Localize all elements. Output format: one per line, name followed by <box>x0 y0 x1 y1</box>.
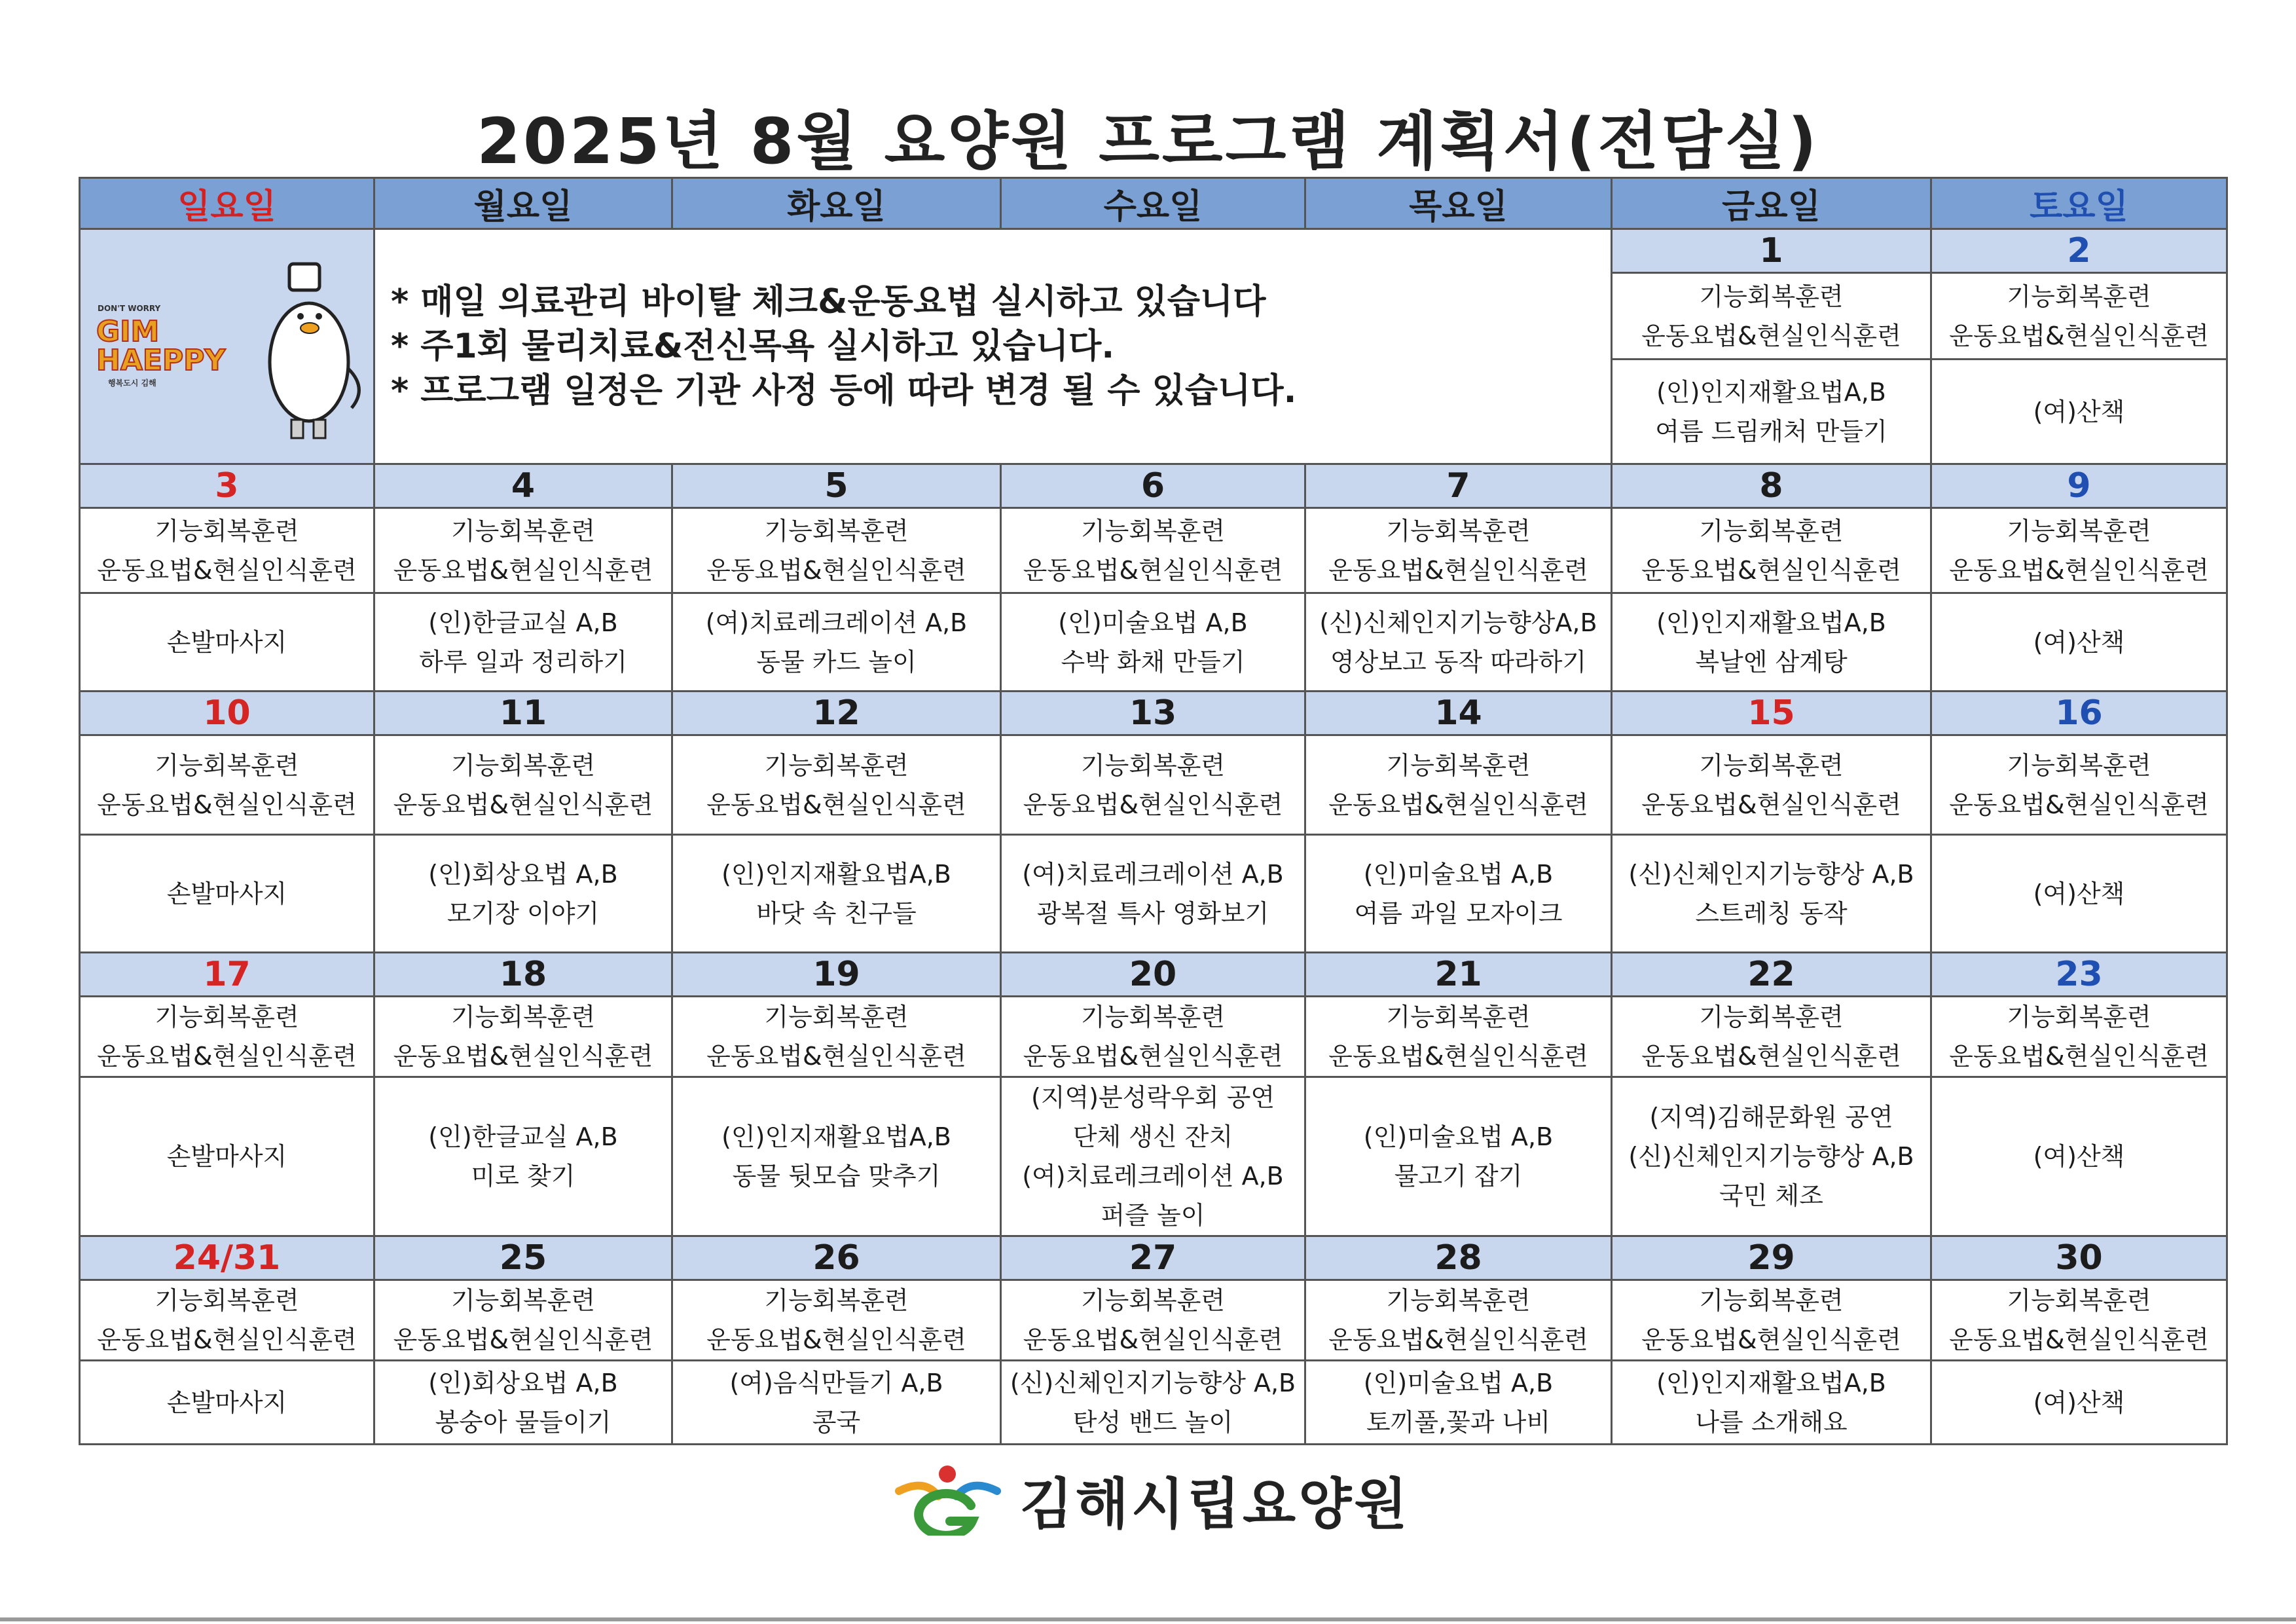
daily-line-1: 기능회복훈련 <box>1699 516 1844 545</box>
daily-line-2: 운동요법&현실인식훈련 <box>97 790 357 819</box>
daily-program-cell <box>672 735 1001 835</box>
date-wed-6: 6 <box>1001 464 1305 508</box>
activity-cell-sun <box>80 1361 374 1445</box>
daily-line-2: 운동요법&현실인식훈련 <box>1328 790 1588 819</box>
weekday-wed: 수요일 <box>1001 178 1305 229</box>
footer <box>0 1460 2296 1539</box>
date-fri-15: 15 <box>1612 692 1931 735</box>
daily-program-cell <box>1931 273 2227 360</box>
activity-line: 영상보고 동작 따라하기 <box>1330 647 1587 676</box>
activity-cell-mon <box>374 1077 672 1236</box>
date-thu-21: 21 <box>1305 953 1612 997</box>
activity-line: 탄성 밴드 놀이 <box>1072 1407 1233 1437</box>
mascot-cell <box>80 229 374 464</box>
daily-line-1: 기능회복훈련 <box>1080 516 1226 545</box>
gim-haeppy-mascot-icon <box>90 238 365 447</box>
note-3: * 프로그램 일정은 기관 사정 등에 따라 변경 될 수 있습니다. <box>391 371 1297 411</box>
activity-cell-fri <box>1612 1077 1931 1236</box>
daily-line-2: 운동요법&현실인식훈련 <box>1023 1325 1283 1354</box>
activity-line: (여)산책 <box>2033 397 2125 426</box>
date-thu-7: 7 <box>1305 464 1612 508</box>
activity-cell-sun <box>80 593 374 692</box>
activity-line: (인)인지재활요법A,B <box>1656 1368 1886 1397</box>
daily-line-1: 기능회복훈련 <box>1699 750 1844 780</box>
daily-line-1: 기능회복훈련 <box>155 1286 299 1315</box>
weekday-sun: 일요일 <box>80 178 374 229</box>
activity-line: (인)인지재활요법A,B <box>721 859 951 889</box>
activity-line: 봉숭아 물들이기 <box>435 1407 611 1437</box>
daily-line-2: 운동요법&현실인식훈련 <box>1641 790 1901 819</box>
daily-line-2: 운동요법&현실인식훈련 <box>1641 555 1901 585</box>
date-sat-23: 23 <box>1931 953 2227 997</box>
week3-activity-row <box>80 1077 2227 1236</box>
daily-line-2: 운동요법&현실인식훈련 <box>1023 790 1283 819</box>
activity-line: (지역)김해문화원 공연 <box>1649 1103 1893 1132</box>
activity-line: (신)신체인지기능향상 A,B <box>1628 1142 1914 1171</box>
week1-date-row <box>80 464 2227 508</box>
daily-program-cell <box>1001 1280 1305 1361</box>
date-tue-12: 12 <box>672 692 1001 735</box>
daily-line-2: 운동요법&현실인식훈련 <box>1023 1042 1283 1071</box>
date-fri-8: 8 <box>1612 464 1931 508</box>
date-tue-26: 26 <box>672 1236 1001 1280</box>
weekday-sat: 토요일 <box>1931 178 2227 229</box>
activity-cell-fri <box>1612 1361 1931 1445</box>
daily-line-2: 운동요법&현실인식훈련 <box>1641 1325 1901 1354</box>
activity-cell <box>1612 360 1931 464</box>
week0-date-row <box>80 229 2227 273</box>
daily-program-cell <box>1305 997 1612 1077</box>
daily-program-cell <box>80 1280 374 1361</box>
activity-cell-fri <box>1612 593 1931 692</box>
mascot-line4: 행복도시 김해 <box>107 378 156 388</box>
activity-line: (여)산책 <box>2033 1142 2125 1171</box>
activity-cell-sat <box>1931 593 2227 692</box>
activity-line: 수박 화채 만들기 <box>1061 647 1245 676</box>
daily-line-1: 기능회복훈련 <box>1080 1003 1226 1031</box>
activity-line: 하루 일과 정리하기 <box>419 647 627 676</box>
daily-line-2: 운동요법&현실인식훈련 <box>706 555 966 585</box>
date-sun-24-31: 24/31 <box>80 1236 374 1280</box>
activity-cell-sun <box>80 1077 374 1236</box>
daily-line-1: 기능회복훈련 <box>155 1003 299 1031</box>
date-sun-17: 17 <box>80 953 374 997</box>
date-fri-1: 1 <box>1612 229 1931 273</box>
activity-cell-sat <box>1931 835 2227 953</box>
activity-cell-thu <box>1305 1361 1612 1445</box>
activity-line: 광복절 특사 영화보기 <box>1036 898 1269 928</box>
date-wed-20: 20 <box>1001 953 1305 997</box>
activity-line: (인)인지재활요법A,B <box>1656 608 1886 637</box>
activity-line: (인)미술요법 A,B <box>1363 1368 1554 1397</box>
daily-line-1: 기능회복훈련 <box>450 750 596 780</box>
activity-cell-tue <box>672 1361 1001 1445</box>
activity-cell-wed <box>1001 835 1305 953</box>
activity-line: 바닷 속 친구들 <box>756 898 917 928</box>
daily-line-2: 운동요법&현실인식훈련 <box>393 555 653 585</box>
week3-date-row <box>80 953 2227 997</box>
activity-line: 모기장 이야기 <box>446 898 600 928</box>
mascot-line3: HAEPPY <box>96 343 225 377</box>
activity-line: 스트레칭 동작 <box>1695 898 1848 928</box>
activity-cell-mon <box>374 593 672 692</box>
daily-program-cell <box>1612 273 1931 360</box>
date-tue-19: 19 <box>672 953 1001 997</box>
notes-cell <box>374 229 1612 464</box>
daily-line-2: 운동요법&현실인식훈련 <box>97 1325 357 1354</box>
date-thu-28: 28 <box>1305 1236 1612 1280</box>
activity-line: 콩국 <box>812 1407 861 1437</box>
daily-line-1: 기능회복훈련 <box>764 750 909 780</box>
daily-program-cell <box>1305 508 1612 593</box>
date-sun-3: 3 <box>80 464 374 508</box>
activity-line: 손발마사지 <box>166 1142 287 1171</box>
page-title: 2025년 8월 요양원 프로그램 계획서(전담실) <box>477 105 1819 178</box>
activity-line: (여)산책 <box>2033 627 2125 657</box>
activity-line: (인)회상요법 A,B <box>428 1368 618 1397</box>
week4-activity-row <box>80 1361 2227 1445</box>
daily-program-cell <box>672 1280 1001 1361</box>
daily-line-1: 기능회복훈련 <box>764 516 909 545</box>
date-fri-29: 29 <box>1612 1236 1931 1280</box>
daily-program-cell <box>672 997 1001 1077</box>
daily-line-2: 운동요법&현실인식훈련 <box>706 1042 966 1071</box>
activity-cell-tue <box>672 835 1001 953</box>
activity-cell-wed <box>1001 1361 1305 1445</box>
week2-activity-row <box>80 835 2227 953</box>
daily-line-1: 기능회복훈련 <box>1386 1003 1531 1031</box>
activity-line: (신)신체인지기능향상 A,B <box>1010 1368 1296 1397</box>
activity-line: (여)치료레크레이션 A,B <box>1022 859 1284 889</box>
activity-line: 동물 뒷모습 맞추기 <box>732 1162 941 1190</box>
daily-line-1: 기능회복훈련 <box>450 516 596 545</box>
activity-line: (신)신체인지기능향상 A,B <box>1628 859 1914 889</box>
daily-line-1: 기능회복훈련 <box>1080 1286 1226 1315</box>
activity-line: 퍼즐 놀이 <box>1101 1201 1205 1230</box>
activity-line: 단체 생신 잔치 <box>1072 1122 1233 1151</box>
activity-line: 손발마사지 <box>166 1388 287 1417</box>
date-mon-11: 11 <box>374 692 672 735</box>
date-sat-30: 30 <box>1931 1236 2227 1280</box>
daily-program-cell <box>1001 735 1305 835</box>
week1-activity-row <box>80 593 2227 692</box>
daily-program-cell <box>1612 997 1931 1077</box>
daily-program-cell <box>374 508 672 593</box>
daily-program-cell <box>1931 1280 2227 1361</box>
activity-line: (여)치료레크레이션 A,B <box>705 608 968 637</box>
activity-cell-thu <box>1305 593 1612 692</box>
daily-line-2: 운동요법&현실인식훈련 <box>1949 1042 2209 1071</box>
activity-line: 나를 소개해요 <box>1695 1407 1848 1437</box>
activity-line: 손발마사지 <box>166 627 287 657</box>
week4-date-row <box>80 1236 2227 1280</box>
activity-line: (신)신체인지기능향상A,B <box>1319 608 1597 637</box>
activity-line: (여)치료레크레이션 A,B <box>1022 1162 1284 1190</box>
daily-program-cell <box>672 508 1001 593</box>
activity-line: 동물 카드 놀이 <box>756 647 917 676</box>
daily-line-2: 운동요법&현실인식훈련 <box>1949 555 2209 585</box>
activity-cell-fri <box>1612 835 1931 953</box>
calendar-table <box>79 177 2228 1445</box>
daily-program-cell <box>1612 508 1931 593</box>
daily-line-2: 운동요법&현실인식훈련 <box>393 1042 653 1071</box>
daily-line-1: 기능회복훈련 <box>1699 1003 1844 1031</box>
activity-cell-sun <box>80 835 374 953</box>
daily-line-2: 운동요법&현실인식훈련 <box>393 790 653 819</box>
footer-org-name: 김해시립요양원 <box>1019 1471 1410 1536</box>
daily-program-cell <box>80 735 374 835</box>
daily-program-cell <box>80 508 374 593</box>
date-mon-18: 18 <box>374 953 672 997</box>
daily-line-2: 운동요법&현실인식훈련 <box>1328 1042 1588 1071</box>
daily-line-1: 기능회복훈련 <box>1386 516 1531 545</box>
weekday-fri: 금요일 <box>1612 178 1931 229</box>
daily-program-cell <box>1305 1280 1612 1361</box>
note-1: * 매일 의료관리 바이탈 체크&운동요법 실시하고 있습니다 <box>391 282 1266 322</box>
daily-program-cell <box>1305 735 1612 835</box>
activity-line: (인)미술요법 A,B <box>1363 859 1554 889</box>
daily-line-2: 운동요법&현실인식훈련 <box>97 555 357 585</box>
note-2: * 주1회 물리치료&전신목욕 실시하고 있습니다. <box>391 327 1115 366</box>
daily-line-1: 기능회복훈련 <box>1699 282 1844 311</box>
daily-line-1: 기능회복훈련 <box>2007 282 2151 311</box>
activity-line: (인)인지재활요법A,B <box>721 1122 951 1151</box>
daily-line-1: 기능회복훈련 <box>155 750 299 780</box>
activity-cell <box>1931 360 2227 464</box>
activity-line: (인)인지재활요법A,B <box>1656 377 1886 407</box>
daily-line-1: 기능회복훈련 <box>155 516 299 545</box>
week2-date-row <box>80 692 2227 735</box>
daily-line-2: 운동요법&현실인식훈련 <box>1949 321 2209 350</box>
week1-daily-row <box>80 508 2227 593</box>
activity-cell-tue <box>672 1077 1001 1236</box>
activity-line: (지역)분성락우회 공연 <box>1030 1083 1275 1112</box>
activity-line: (여)음식만들기 A,B <box>729 1368 943 1397</box>
activity-line: (인)회상요법 A,B <box>428 859 618 889</box>
date-fri-22: 22 <box>1612 953 1931 997</box>
daily-line-1: 기능회복훈련 <box>764 1003 909 1031</box>
mascot-line2: GIM <box>96 314 159 348</box>
daily-line-2: 운동요법&현실인식훈련 <box>706 1325 966 1354</box>
activity-line: 국민 체조 <box>1719 1181 1823 1210</box>
activity-line: 손발마사지 <box>166 879 287 908</box>
daily-program-cell <box>1931 997 2227 1077</box>
date-sat-2: 2 <box>1931 229 2227 273</box>
daily-program-cell <box>1612 1280 1931 1361</box>
date-sun-10: 10 <box>80 692 374 735</box>
activity-line: (여)산책 <box>2033 879 2125 908</box>
daily-line-1: 기능회복훈련 <box>2007 1003 2151 1031</box>
weekday-mon: 월요일 <box>374 178 672 229</box>
daily-program-cell <box>1931 735 2227 835</box>
activity-line: 여름 과일 모자이크 <box>1354 898 1563 928</box>
daily-program-cell <box>1612 735 1931 835</box>
activity-cell-wed <box>1001 1077 1305 1236</box>
weekday-thu: 목요일 <box>1305 178 1612 229</box>
date-tue-5: 5 <box>672 464 1001 508</box>
activity-cell-mon <box>374 835 672 953</box>
activity-cell-wed <box>1001 593 1305 692</box>
daily-line-1: 기능회복훈련 <box>2007 750 2151 780</box>
daily-line-2: 운동요법&현실인식훈련 <box>1328 1325 1588 1354</box>
date-sat-16: 16 <box>1931 692 2227 735</box>
date-wed-13: 13 <box>1001 692 1305 735</box>
daily-program-cell <box>80 997 374 1077</box>
daily-line-1: 기능회복훈련 <box>2007 516 2151 545</box>
activity-cell-thu <box>1305 1077 1612 1236</box>
activity-line: 여름 드림캐처 만들기 <box>1655 416 1887 446</box>
activity-cell-tue <box>672 593 1001 692</box>
date-wed-27: 27 <box>1001 1236 1305 1280</box>
mascot-line1: DON'T WORRY <box>97 303 160 313</box>
activity-cell-mon <box>374 1361 672 1445</box>
activity-line: (인)미술요법 A,B <box>1363 1122 1554 1151</box>
week4-daily-row <box>80 1280 2227 1361</box>
daily-line-2: 운동요법&현실인식훈련 <box>1641 1042 1901 1071</box>
daily-line-2: 운동요법&현실인식훈련 <box>97 1042 357 1071</box>
activity-line: 복날엔 삼계탕 <box>1695 647 1848 676</box>
daily-line-2: 운동요법&현실인식훈련 <box>706 790 966 819</box>
daily-program-cell <box>374 1280 672 1361</box>
daily-line-1: 기능회복훈련 <box>1386 1286 1531 1315</box>
activity-line: 토끼풀,꽃과 나비 <box>1366 1407 1551 1437</box>
activity-line: (인)한글교실 A,B <box>428 608 618 637</box>
activity-line: 미로 찾기 <box>471 1162 575 1190</box>
activity-line: (인)미술요법 A,B <box>1058 608 1248 637</box>
week2-daily-row <box>80 735 2227 835</box>
daily-program-cell <box>1001 508 1305 593</box>
scan-edge-line <box>0 1617 2296 1621</box>
daily-line-2: 운동요법&현실인식훈련 <box>1328 555 1588 585</box>
date-thu-14: 14 <box>1305 692 1612 735</box>
daily-line-2: 운동요법&현실인식훈련 <box>393 1325 653 1354</box>
gimhae-city-logo-icon <box>886 1464 1004 1536</box>
daily-line-2: 운동요법&현실인식훈련 <box>1641 321 1901 350</box>
daily-line-1: 기능회복훈련 <box>764 1286 909 1315</box>
daily-program-cell <box>374 735 672 835</box>
daily-line-2: 운동요법&현실인식훈련 <box>1949 1325 2209 1354</box>
daily-line-1: 기능회복훈련 <box>1080 750 1226 780</box>
activity-line: (여)산책 <box>2033 1388 2125 1417</box>
activity-line: 물고기 잡기 <box>1394 1162 1523 1190</box>
date-mon-25: 25 <box>374 1236 672 1280</box>
activity-cell-thu <box>1305 835 1612 953</box>
daily-program-cell <box>1931 508 2227 593</box>
date-mon-4: 4 <box>374 464 672 508</box>
activity-line: (인)한글교실 A,B <box>428 1122 618 1151</box>
daily-program-cell <box>374 997 672 1077</box>
activity-cell-sat <box>1931 1361 2227 1445</box>
weekday-tue: 화요일 <box>672 178 1001 229</box>
date-sat-9: 9 <box>1931 464 2227 508</box>
daily-line-1: 기능회복훈련 <box>1386 750 1531 780</box>
week3-daily-row <box>80 997 2227 1077</box>
daily-line-1: 기능회복훈련 <box>450 1003 596 1031</box>
weekday-header-row <box>80 178 2227 229</box>
activity-cell-sat <box>1931 1077 2227 1236</box>
daily-line-1: 기능회복훈련 <box>1699 1286 1844 1315</box>
daily-line-1: 기능회복훈련 <box>450 1286 596 1315</box>
daily-line-1: 기능회복훈련 <box>2007 1286 2151 1315</box>
daily-line-2: 운동요법&현실인식훈련 <box>1949 790 2209 819</box>
daily-line-2: 운동요법&현실인식훈련 <box>1023 555 1283 585</box>
daily-program-cell <box>1001 997 1305 1077</box>
